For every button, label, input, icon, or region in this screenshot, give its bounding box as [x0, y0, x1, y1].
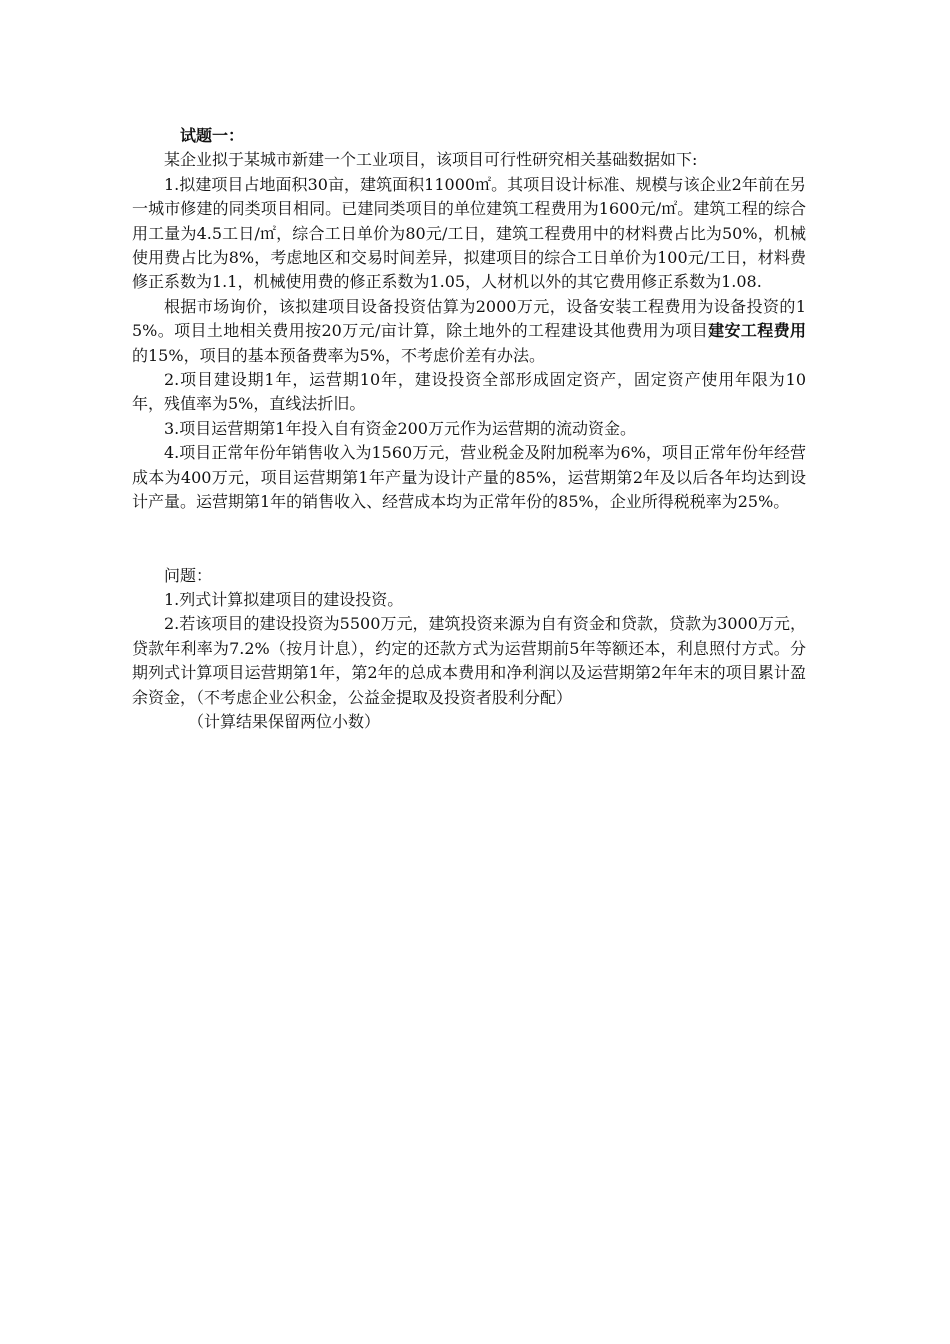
market-text-before: 根据市场询价，该拟建项目设备投资估算为2000万元，设备安装工程费用为设备投资的15%。项目土地相关费用按20万元/亩计算，除土地外的工程建设其他费用为项目 — [132, 296, 806, 341]
document-body — [132, 124, 806, 734]
intro-paragraph: 某企业拟于某城市新建一个工业项目，该项目可行性研究相关基础数据如下: — [164, 150, 698, 170]
data-item-4: 4.项目正常年份年销售收入为1560万元，营业税金及附加税率为6%，项目正常年份年经营成本为400万元，项目运营期第1年产量为设计产量的85%，运营期第2年及以后各年均达到设计产量。运营期第1年的销售收入、经营成本均为正常年份的85%，企业所得税税率为25%。 — [132, 443, 806, 512]
market-paragraph — [132, 295, 806, 368]
question-1: 1.列式计算拟建项目的建设投资。 — [164, 589, 404, 609]
section-spacer — [132, 515, 806, 564]
data-item-1: 1.拟建项目占地面积30亩，建筑面积11000㎡。其项目设计标准、规模与该企业2年前在另一城市修建的同类项目相同。已建同类项目的单位建筑工程费用为1600元/㎡。建筑工程的综合用工量为4.5工日/㎡，综合工日单价为80元/工日，建筑工程费用中的材料费占比为50%，机械使用费占比为8%，考虑地区和交易时间差异，拟建项目的综合工日单价为100元/工日，材料费修正系数为1.1，机械使用费的修正系数为1.05，人材机以外的其它费用修正系数为1.08. — [132, 174, 806, 292]
market-bold-term: 建安工程费用 — [708, 321, 806, 341]
rounding-note: （计算结果保留两位小数） — [188, 711, 381, 731]
questions-label: 问题： — [164, 565, 213, 585]
data-item-3: 3.项目运营期第1年投入自有资金200万元作为运营期的流动资金。 — [164, 418, 636, 438]
question-title: 试题一： — [180, 126, 245, 145]
question-2: 2.若该项目的建设投资为5500万元，建筑投资来源为自有资金和贷款，贷款为3000万元，贷款年利率为7.2%（按月计息），约定的还款方式为运营期前5年等额还本，利息照付方式。分期列式计算项目运营期第1年，第2年的总成本费用和净利润以及运营期第2年年末的项目累计盈余资金，（不考虑企业公积金，公益金提取及投资者股利分配） — [132, 614, 806, 707]
market-text-after: 的15%，项目的基本预备费率为5%，不考虑价差有办法。 — [132, 345, 545, 365]
data-item-2: 2.项目建设期1年，运营期10年，建设投资全部形成固定资产，固定资产使用年限为10年，残值率为5%，直线法折旧。 — [132, 370, 806, 414]
